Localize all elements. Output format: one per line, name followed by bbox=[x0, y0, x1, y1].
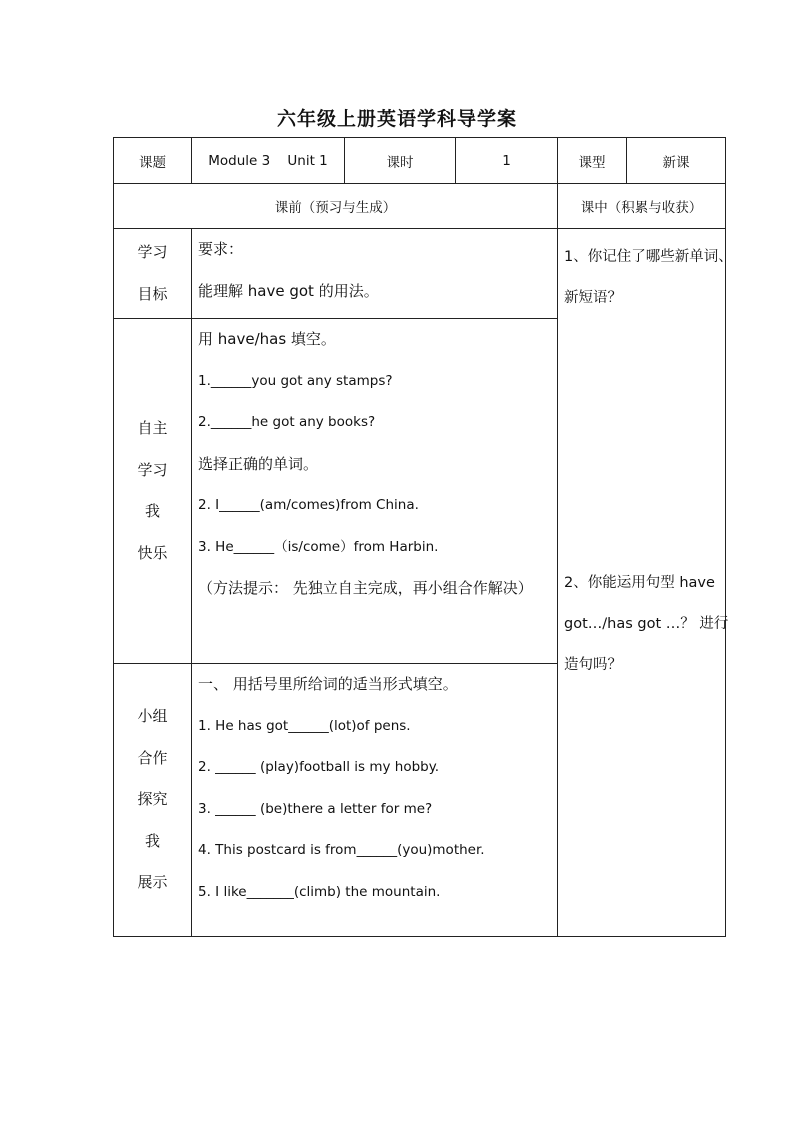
label-line: 目标 bbox=[137, 284, 168, 303]
type-label: 课型 bbox=[558, 138, 627, 184]
label-line: 自主 bbox=[137, 419, 168, 437]
method-hint: （方法提示： 先独立自主完成，再小组合作解决） bbox=[198, 579, 533, 597]
label-line: 我 bbox=[144, 502, 160, 520]
question-2 bbox=[564, 563, 729, 686]
exercise-line: 2.______he got any books? bbox=[198, 414, 376, 430]
in-class-heading: 课中（积累与收获） bbox=[558, 184, 726, 229]
type-value: 新课 bbox=[627, 138, 726, 184]
label-line: 快乐 bbox=[137, 543, 168, 562]
self-study-label bbox=[114, 319, 192, 664]
question-1-line: 新短语？ bbox=[564, 290, 622, 306]
exercise-line: 选择正确的单词。 bbox=[198, 454, 319, 473]
goals-line: 要求： bbox=[198, 240, 244, 258]
lesson-plan-table bbox=[113, 137, 733, 937]
question-2-line: 2、你能运用句型 have bbox=[564, 575, 715, 591]
header-row bbox=[114, 138, 726, 184]
label-line: 我 bbox=[144, 831, 160, 850]
self-study-content bbox=[192, 319, 558, 664]
goals-label bbox=[114, 229, 192, 319]
page-title: 六年级上册英语学科导学案 bbox=[276, 108, 517, 130]
exercise-line: 2. I______(am/comes)from China. bbox=[198, 497, 419, 513]
exercise-line: 2. ______ (play)football is my hobby. bbox=[198, 759, 440, 775]
label-line: 学习 bbox=[137, 243, 168, 261]
topic-label: 课题 bbox=[114, 138, 192, 184]
exercise-line: 用 have/has 填空。 bbox=[198, 330, 336, 348]
goals-content bbox=[192, 229, 558, 319]
goals-line: 能理解 have got 的用法。 bbox=[198, 281, 379, 300]
label-line: 展示 bbox=[137, 873, 168, 892]
exercise-line: 一、 用括号里所给词的适当形式填空。 bbox=[198, 675, 458, 693]
group-work-label bbox=[114, 664, 192, 937]
exercise-line: 3. ______ (be)there a letter for me? bbox=[198, 800, 433, 817]
before-class-heading: 课前（预习与生成） bbox=[114, 184, 558, 229]
label-line: 探究 bbox=[137, 790, 168, 809]
label-line: 小组 bbox=[137, 707, 168, 726]
goals-row bbox=[114, 229, 726, 319]
question-1-line: 1、你记住了哪些新单词、 bbox=[564, 249, 733, 265]
exercise-line: 4. This postcard is from______(you)mother. bbox=[198, 842, 485, 858]
topic-value: Module 3 Unit 1 bbox=[192, 138, 345, 184]
question-2-line: 造句吗？ bbox=[564, 657, 622, 673]
period-value: 1 bbox=[456, 138, 558, 184]
exercise-line: 5. I like_______(climb) the mountain. bbox=[198, 883, 441, 900]
section-row bbox=[114, 184, 726, 229]
period-label: 课时 bbox=[345, 138, 456, 184]
exercise-line: 1.______you got any stamps? bbox=[198, 372, 393, 389]
exercise-line: 1. He has got______(lot)of pens. bbox=[198, 717, 411, 734]
group-work-content bbox=[192, 664, 558, 937]
label-line: 合作 bbox=[137, 748, 168, 767]
label-line: 学习 bbox=[137, 460, 168, 479]
exercise-line: 3. He______（is/come）from Harbin. bbox=[198, 538, 439, 555]
in-class-notes bbox=[558, 229, 733, 937]
question-2-line: got…/has got …？ 进行 bbox=[564, 616, 729, 632]
